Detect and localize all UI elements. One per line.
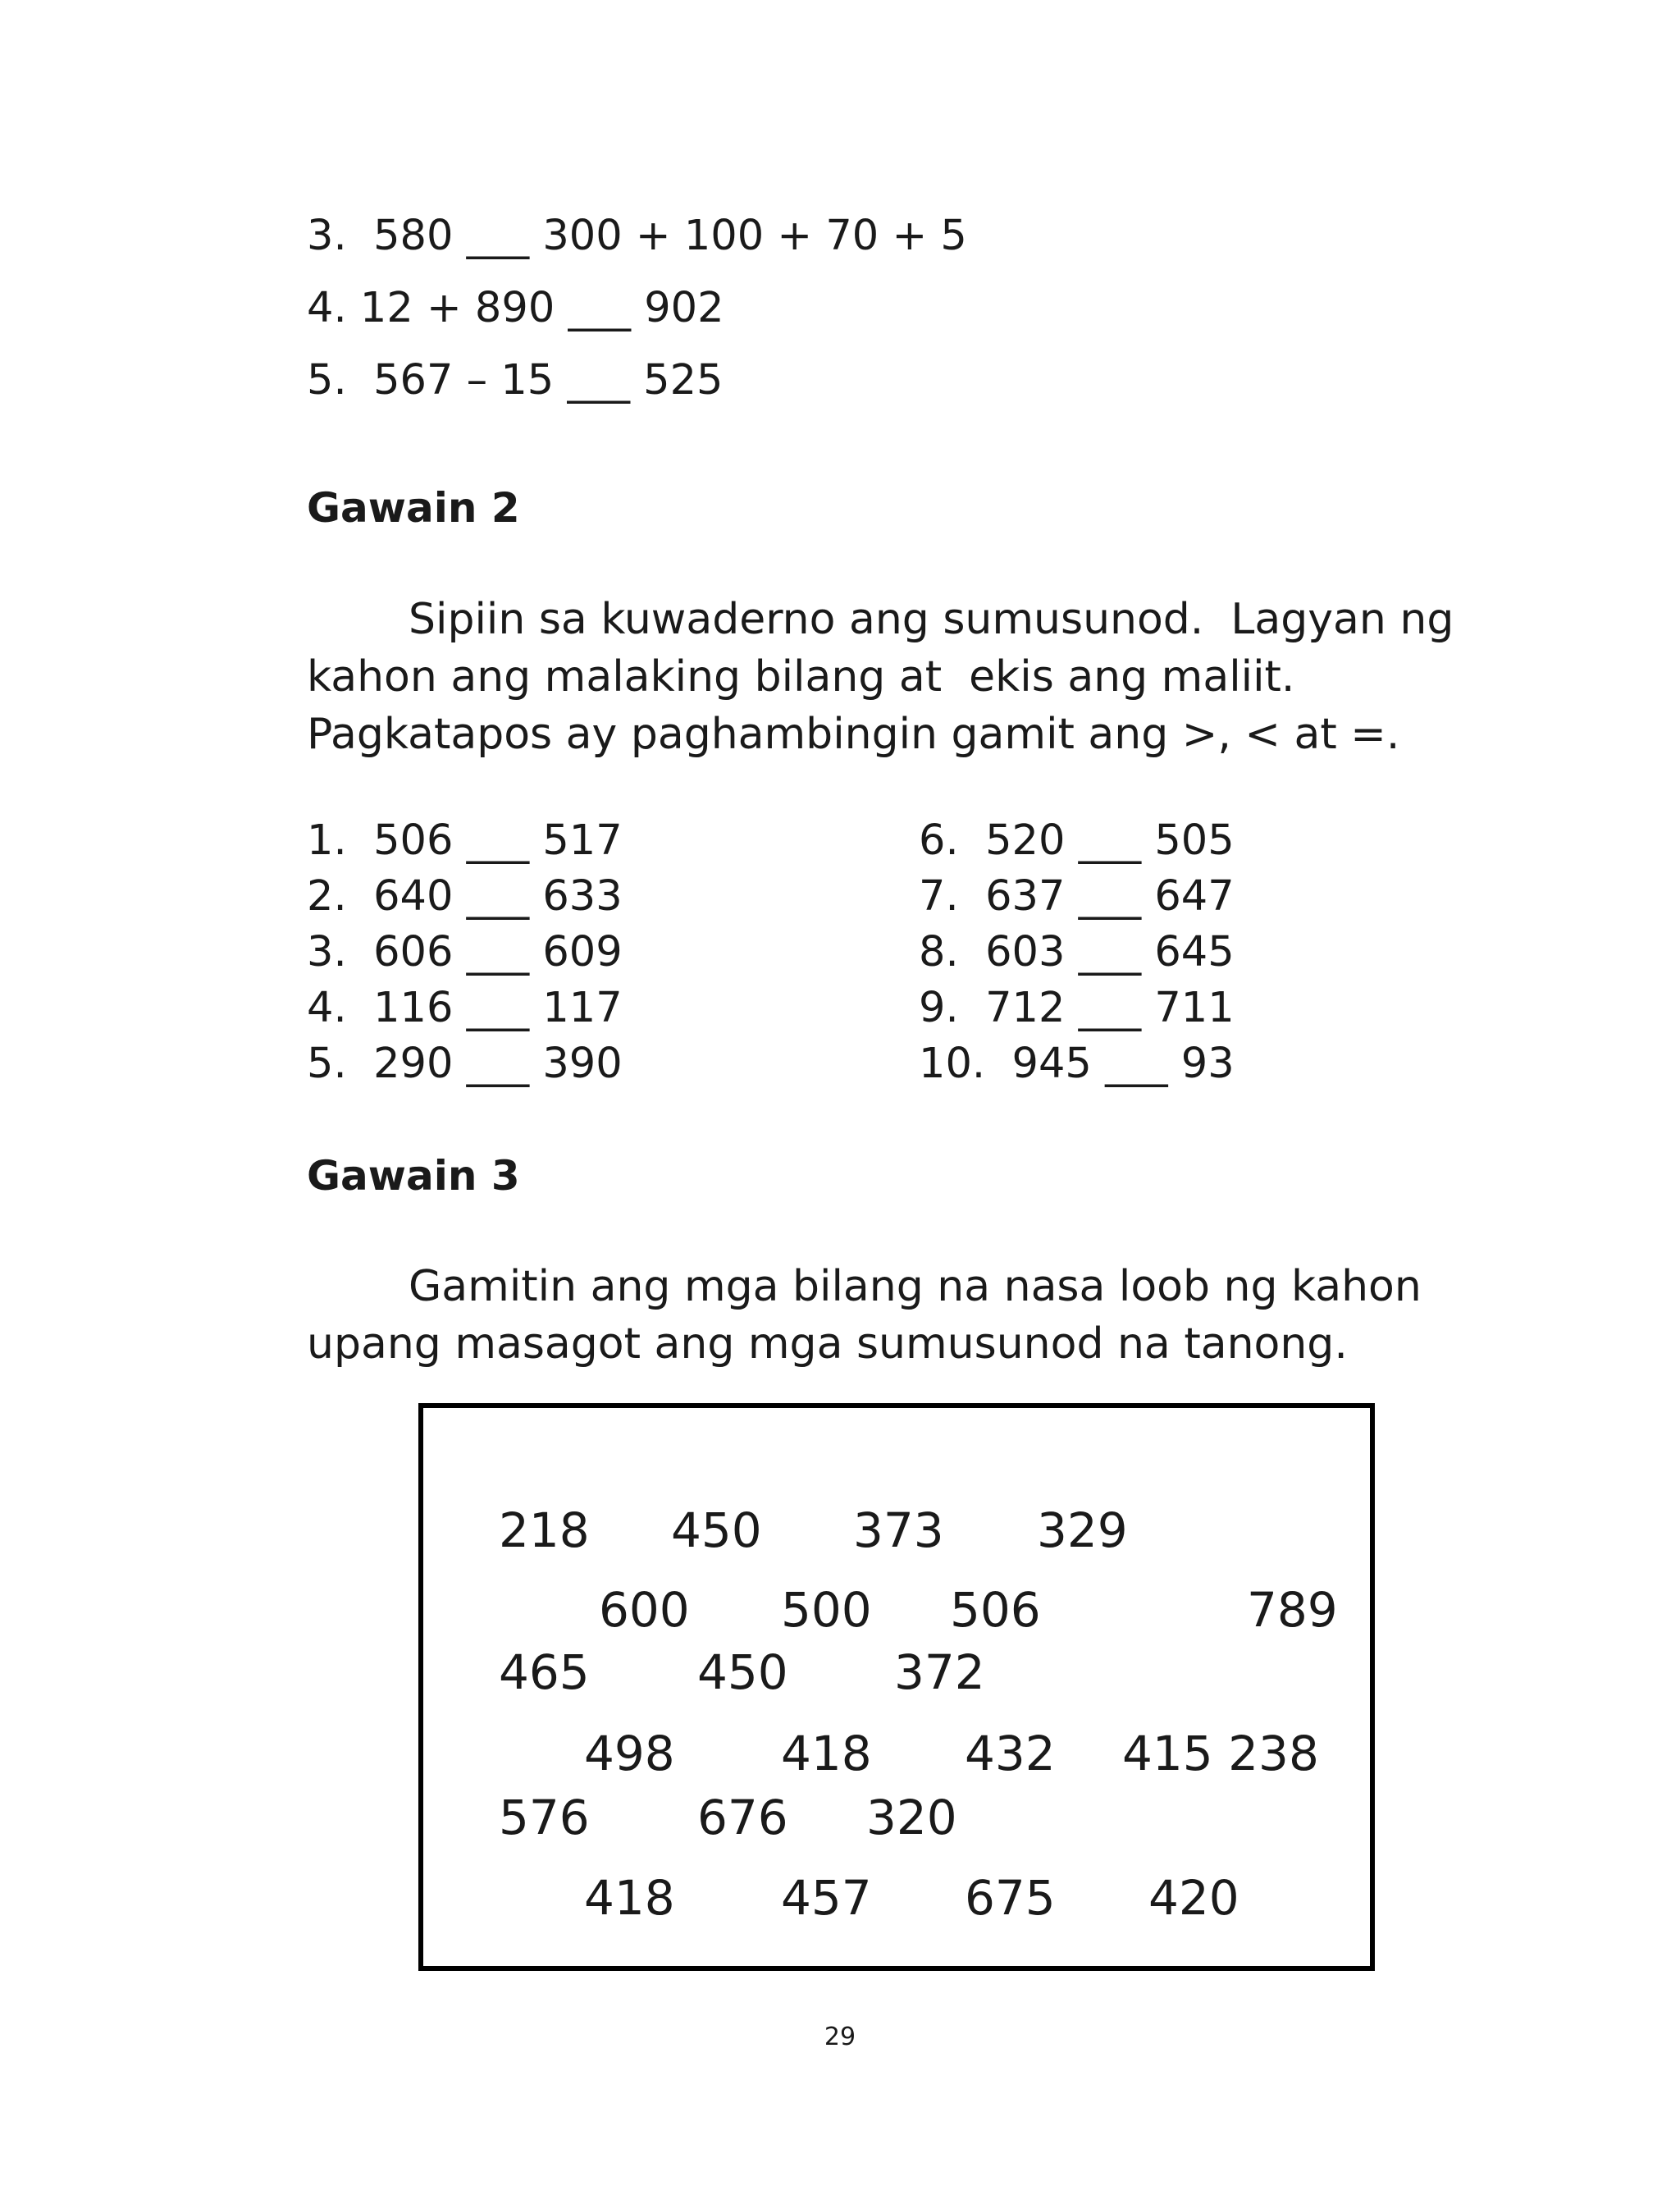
box-number: 418 [781, 1726, 872, 1781]
gawain2-instruction-line: kahon ang malaking bilang at ekis ang maliit. [307, 652, 1295, 702]
list-item: 1. 506 ___ 517 [307, 816, 623, 865]
gawain3-instructions [307, 1258, 1504, 1373]
list-item: 3. 606 ___ 609 [307, 928, 623, 976]
box-number: 420 [1148, 1870, 1239, 1926]
list-item: 5. 290 ___ 390 [307, 1040, 623, 1088]
list-item: 2. 640 ___ 633 [307, 872, 623, 921]
box-number: 600 [599, 1582, 690, 1638]
list-item: 7. 637 ___ 647 [919, 872, 1235, 921]
box-number: 415 238 [1122, 1726, 1319, 1781]
box-number: 418 [584, 1870, 675, 1926]
gawain1-item-3: 3. 580 ___ 300 + 100 + 70 + 5 [307, 212, 967, 260]
gawain3-instruction-line: upang masagot ang mga sumusunod na tanong. [307, 1319, 1348, 1369]
list-item: 8. 603 ___ 645 [919, 928, 1235, 976]
box-number: 506 [950, 1582, 1041, 1638]
box-number: 675 [965, 1870, 1056, 1926]
list-item: 9. 712 ___ 711 [919, 984, 1235, 1032]
box-number: 676 [697, 1790, 788, 1845]
box-number: 500 [781, 1582, 872, 1638]
gawain1-item-4: 4. 12 + 890 ___ 902 [307, 284, 724, 332]
box-number: 218 [499, 1502, 590, 1558]
box-number: 450 [697, 1644, 788, 1700]
box-number: 329 [1037, 1502, 1128, 1558]
gawain2-instruction-line: Pagkatapos ay paghambingin gamit ang >, < at =. [307, 710, 1400, 759]
list-item: 6. 520 ___ 505 [919, 816, 1235, 865]
box-number: 576 [499, 1790, 590, 1845]
gawain2-instruction-line: Sipiin sa kuwaderno ang sumusunod. Lagyan ng [409, 595, 1454, 644]
box-number: 320 [866, 1790, 957, 1845]
gawain3-title: Gawain 3 [307, 1152, 520, 1200]
box-number: 450 [671, 1502, 762, 1558]
box-number: 465 [499, 1644, 590, 1700]
box-number: 432 [965, 1726, 1056, 1781]
page-number: 29 [824, 2023, 856, 2051]
box-number: 372 [894, 1644, 985, 1700]
list-item: 4. 116 ___ 117 [307, 984, 623, 1032]
number-box [418, 1403, 1375, 1971]
list-item: 10. 945 ___ 93 [919, 1040, 1235, 1088]
gawain2-title: Gawain 2 [307, 484, 520, 532]
box-number: 498 [584, 1726, 675, 1781]
box-number: 457 [781, 1870, 872, 1926]
box-number: 789 [1247, 1582, 1338, 1638]
gawain2-instructions [307, 591, 1504, 763]
gawain1-item-5: 5. 567 – 15 ___ 525 [307, 356, 724, 405]
box-number: 373 [853, 1502, 944, 1558]
gawain3-instruction-line: Gamitin ang mga bilang na nasa loob ng kahon [409, 1262, 1422, 1311]
